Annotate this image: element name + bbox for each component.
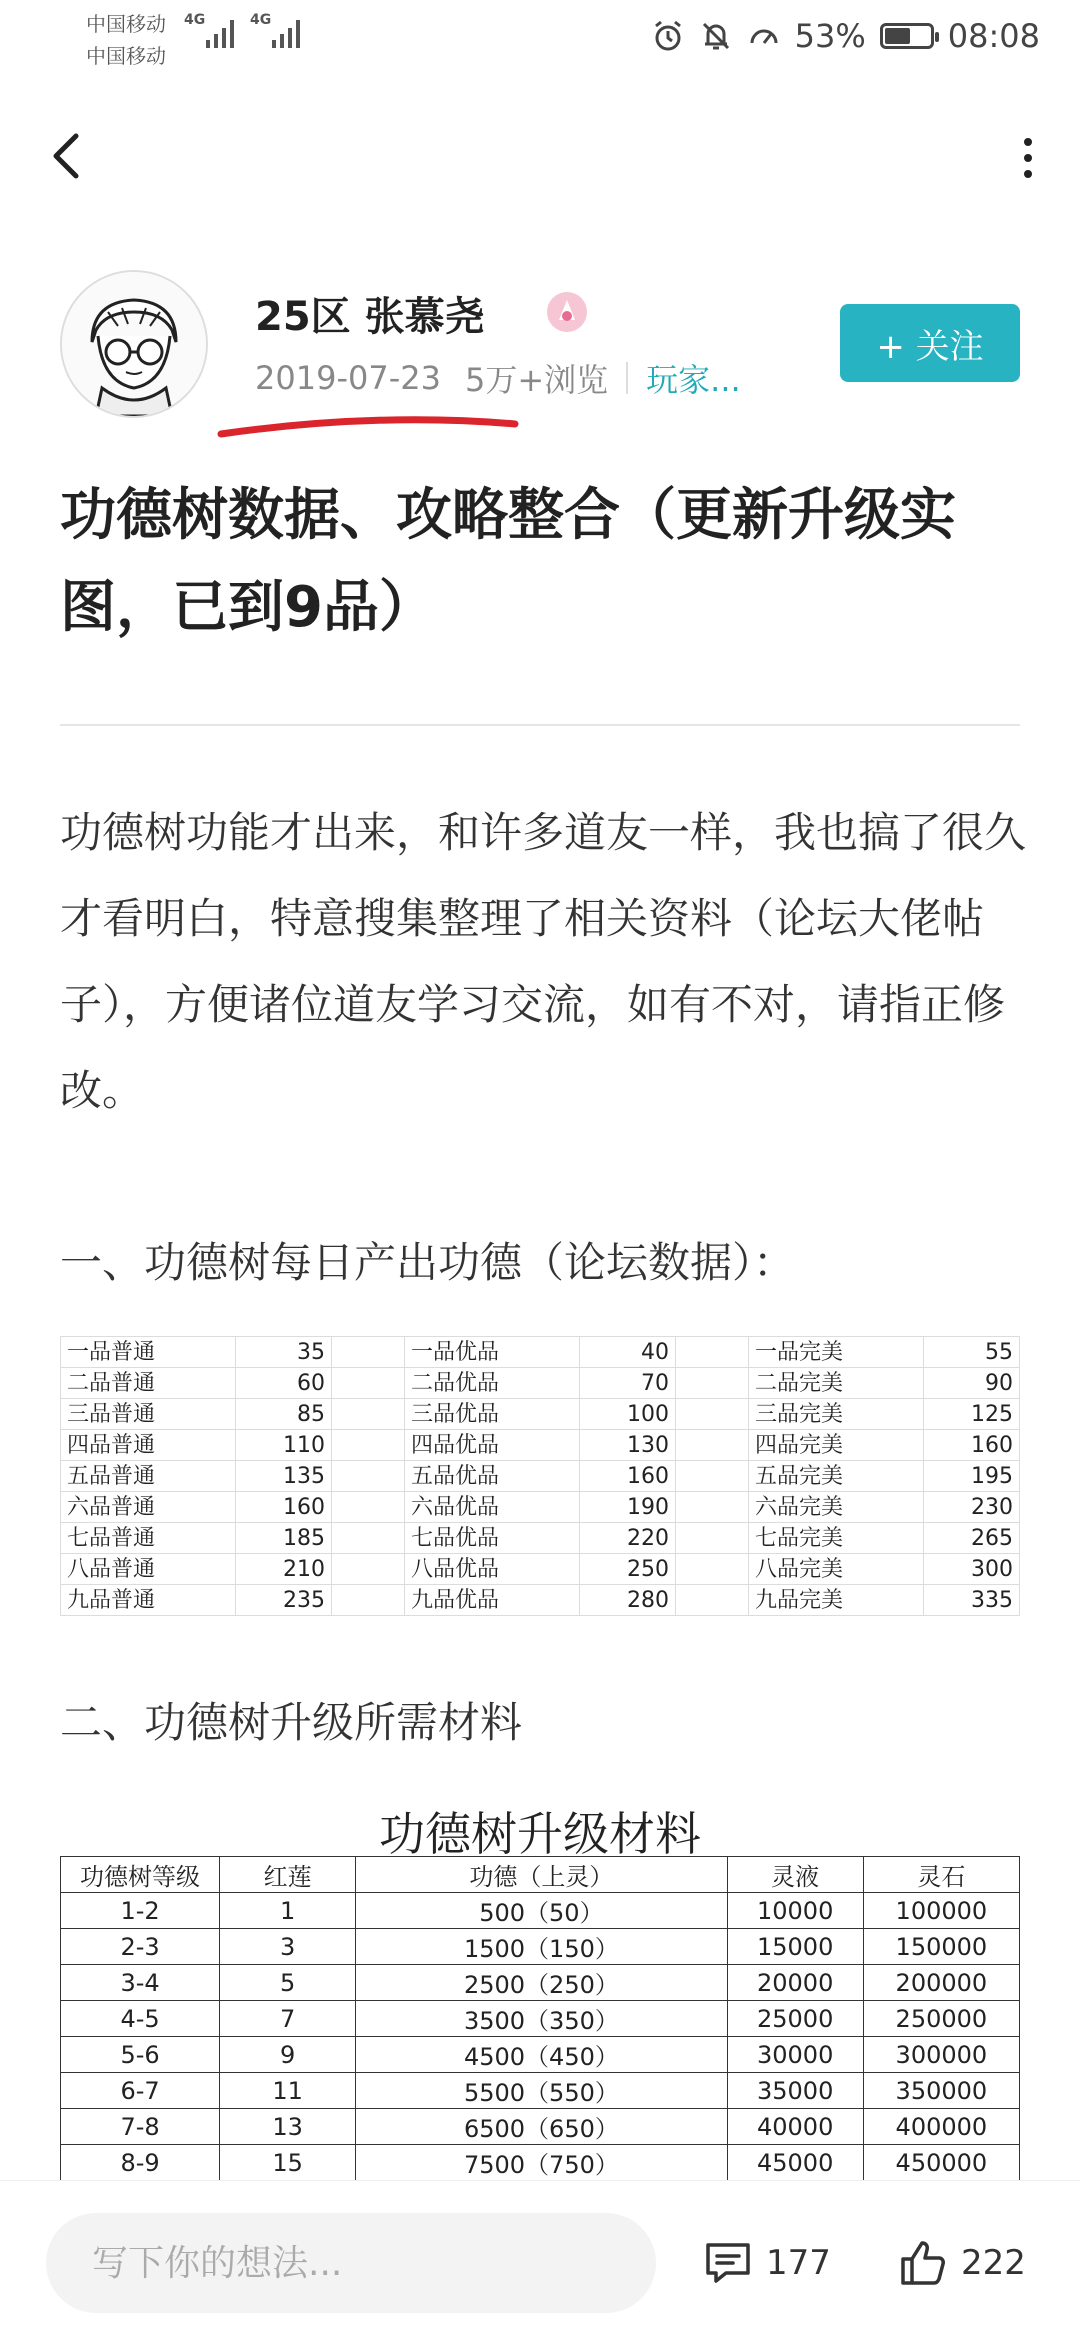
battery-percent: 53% [794,17,866,55]
output-spacer-cell [675,1368,748,1399]
output-grade-cell: 三品完美 [748,1399,923,1430]
output-value-cell: 230 [924,1492,1020,1523]
network-type-1: 4G [184,12,206,28]
output-value-cell: 100 [580,1399,676,1430]
upgrade-cell: 7-8 [61,2109,220,2145]
output-value-cell: 300 [924,1554,1020,1585]
upgrade-cell: 1500（150） [356,1929,727,1965]
upgrade-cell: 45000 [727,2145,863,2181]
upgrade-header-cell: 灵液 [727,1857,863,1893]
comment-icon [700,2235,756,2291]
output-value-cell: 130 [580,1430,676,1461]
upgrade-cell: 3-4 [61,1965,220,2001]
output-spacer-cell [331,1461,404,1492]
upgrade-cell: 15 [220,2145,356,2181]
mute-bell-icon [699,19,733,53]
upgrade-table-row [61,2001,1020,2037]
upgrade-cell: 6-7 [61,2073,220,2109]
upgrade-header-cell: 功德（上灵） [356,1857,727,1893]
output-spacer-cell [675,1461,748,1492]
output-spacer-cell [675,1523,748,1554]
post-meta [255,355,741,401]
output-grade-cell: 七品完美 [748,1523,923,1554]
output-spacer-cell [331,1430,404,1461]
output-table-row [61,1368,1020,1399]
output-spacer-cell [675,1337,748,1368]
like-thumb-icon [895,2235,951,2291]
more-vertical-icon[interactable] [1016,130,1040,186]
output-spacer-cell [675,1585,748,1616]
network-type-2: 4G [250,12,272,28]
section-heading-2: 二、功德树升级所需材料 [60,1698,523,1747]
title-divider [60,724,1020,726]
comments-button[interactable] [700,2233,831,2293]
upgrade-cell: 1-2 [61,1893,220,1929]
output-value-cell: 280 [580,1585,676,1616]
output-grade-cell: 一品普通 [61,1337,236,1368]
upgrade-cell: 250000 [863,2001,1019,2037]
avatar[interactable] [60,270,208,418]
upgrade-cell: 25000 [727,2001,863,2037]
output-grade-cell: 六品普通 [61,1492,236,1523]
output-spacer-cell [331,1368,404,1399]
output-value-cell: 70 [580,1368,676,1399]
output-grade-cell: 二品完美 [748,1368,923,1399]
output-grade-cell: 四品完美 [748,1430,923,1461]
upgrade-cell: 350000 [863,2073,1019,2109]
upgrade-cell: 6500（650） [356,2109,727,2145]
carrier-2: 中国移动 [86,44,166,68]
output-spacer-cell [331,1554,404,1585]
output-grade-cell: 五品完美 [748,1461,923,1492]
output-spacer-cell [675,1430,748,1461]
output-value-cell: 60 [236,1368,332,1399]
output-grade-cell: 九品优品 [404,1585,579,1616]
status-right [651,14,1040,58]
output-grade-cell: 七品优品 [404,1523,579,1554]
speed-icon [747,19,781,53]
upgrade-table-row [61,2109,1020,2145]
upgrade-materials-table [60,1856,1020,2217]
upgrade-cell: 10000 [727,1893,863,1929]
section-heading-1: 一、功德树每日产出功德（论坛数据）： [60,1238,796,1287]
upgrade-cell: 20000 [727,1965,863,2001]
upgrade-cell: 5500（550） [356,2073,727,2109]
output-grade-cell: 五品优品 [404,1461,579,1492]
output-value-cell: 135 [236,1461,332,1492]
output-value-cell: 55 [924,1337,1020,1368]
post-category[interactable]: 玩家... [646,361,741,399]
output-table-row [61,1337,1020,1368]
output-spacer-cell [675,1492,748,1523]
output-grade-cell: 三品普通 [61,1399,236,1430]
upgrade-cell: 1 [220,1893,356,1929]
avatar-image [62,272,206,416]
upgrade-cell: 300000 [863,2037,1019,2073]
output-grade-cell: 四品普通 [61,1430,236,1461]
upgrade-cell: 8-9 [61,2145,220,2181]
upgrade-cell: 5 [220,1965,356,2001]
upgrade-cell: 2500（250） [356,1965,727,2001]
author-name[interactable]: 25区 张慕尧 [255,294,485,340]
signal-bars-2-icon [272,18,300,48]
output-value-cell: 265 [924,1523,1020,1554]
output-grade-cell: 六品完美 [748,1492,923,1523]
output-value-cell: 190 [580,1492,676,1523]
output-value-cell: 35 [236,1337,332,1368]
output-value-cell: 185 [236,1523,332,1554]
output-grade-cell: 八品普通 [61,1554,236,1585]
output-value-cell: 160 [236,1492,332,1523]
output-table-row [61,1523,1020,1554]
author-header [60,270,1020,420]
upgrade-cell: 35000 [727,2073,863,2109]
output-table-row [61,1430,1020,1461]
output-spacer-cell [331,1492,404,1523]
output-value-cell: 160 [580,1461,676,1492]
status-bar [0,0,1080,80]
output-table-row [61,1585,1020,1616]
upgrade-cell: 2-3 [61,1929,220,1965]
output-value-cell: 90 [924,1368,1020,1399]
upgrade-cell: 40000 [727,2109,863,2145]
like-count: 222 [961,2243,1026,2283]
red-underline-annotation [215,410,535,440]
bottom-action-bar [0,2180,1080,2341]
output-table-row [61,1399,1020,1430]
upgrade-cell: 13 [220,2109,356,2145]
article-intro: 功德树功能才出来，和许多道友一样，我也搞了很久才看明白，特意搜集整理了相关资料（论坛大佬帖子），方便诸位道友学习交流，如有不对，请指正修改。 [60,808,1027,1115]
upgrade-header-cell: 功德树等级 [61,1857,220,1893]
view-count: 5万+浏览 [464,361,609,399]
output-table-row [61,1492,1020,1523]
upgrade-header-cell: 灵石 [863,1857,1019,1893]
output-grade-cell: 七品普通 [61,1523,236,1554]
upgrade-table-row [61,1965,1020,2001]
output-grade-cell: 九品完美 [748,1585,923,1616]
output-grade-cell: 二品优品 [404,1368,579,1399]
battery-fill [885,28,910,44]
clock: 08:08 [947,17,1040,55]
upgrade-cell: 450000 [863,2145,1019,2181]
top-nav [0,110,1080,200]
upgrade-cell: 500（50） [356,1893,727,1929]
upgrade-cell: 15000 [727,1929,863,1965]
upgrade-table-title: 功德树升级材料 [379,1807,701,1861]
upgrade-cell: 3500（350） [356,2001,727,2037]
comment-count: 177 [766,2243,831,2283]
output-grade-cell: 三品优品 [404,1399,579,1430]
signal-bars-1-icon [206,18,234,48]
upgrade-table-row [61,2037,1020,2073]
upgrade-cell: 7 [220,2001,356,2037]
output-value-cell: 250 [580,1554,676,1585]
upgrade-cell: 4500（450） [356,2037,727,2073]
output-value-cell: 85 [236,1399,332,1430]
author-badge-icon [545,290,589,334]
output-value-cell: 160 [924,1430,1020,1461]
upgrade-cell: 200000 [863,1965,1019,2001]
upgrade-cell: 5-6 [61,2037,220,2073]
upgrade-cell: 150000 [863,1929,1019,1965]
output-spacer-cell [675,1399,748,1430]
output-table-row [61,1461,1020,1492]
comment-input[interactable] [46,2213,656,2313]
output-value-cell: 220 [580,1523,676,1554]
upgrade-cell: 100000 [863,1893,1019,1929]
upgrade-table-row [61,1893,1020,1929]
output-grade-cell: 一品优品 [404,1337,579,1368]
follow-button[interactable] [840,304,1020,382]
output-spacer-cell [331,1337,404,1368]
output-value-cell: 335 [924,1585,1020,1616]
output-value-cell: 210 [236,1554,332,1585]
article-title: 功德树数据、攻略整合（更新升级实图，已到9品） [60,483,956,640]
output-value-cell: 110 [236,1430,332,1461]
upgrade-cell: 30000 [727,2037,863,2073]
daily-output-table [60,1336,1020,1616]
output-grade-cell: 二品普通 [61,1368,236,1399]
back-arrow-icon[interactable] [40,128,96,184]
carrier-1: 中国移动 [86,12,166,36]
output-spacer-cell [331,1523,404,1554]
output-grade-cell: 一品完美 [748,1337,923,1368]
upgrade-cell: 4-5 [61,2001,220,2037]
upgrade-table-row [61,2073,1020,2109]
upgrade-header-cell: 红莲 [220,1857,356,1893]
output-spacer-cell [331,1585,404,1616]
upgrade-cell: 11 [220,2073,356,2109]
output-value-cell: 235 [236,1585,332,1616]
output-value-cell: 195 [924,1461,1020,1492]
output-grade-cell: 五品普通 [61,1461,236,1492]
upgrade-table-row [61,1929,1020,1965]
output-grade-cell: 八品完美 [748,1554,923,1585]
battery-icon [880,23,934,49]
output-grade-cell: 六品优品 [404,1492,579,1523]
meta-divider [626,362,628,394]
follow-label: + 关注 [876,326,984,367]
upgrade-cell: 3 [220,1929,356,1965]
output-grade-cell: 四品优品 [404,1430,579,1461]
output-grade-cell: 八品优品 [404,1554,579,1585]
like-button[interactable] [895,2233,1026,2293]
alarm-icon [651,19,685,53]
output-table-row [61,1554,1020,1585]
output-spacer-cell [675,1554,748,1585]
output-grade-cell: 九品普通 [61,1585,236,1616]
output-spacer-cell [331,1399,404,1430]
upgrade-cell: 400000 [863,2109,1019,2145]
post-date: 2019-07-23 [255,359,441,397]
output-value-cell: 40 [580,1337,676,1368]
output-value-cell: 125 [924,1399,1020,1430]
upgrade-table-row [61,2145,1020,2181]
upgrade-cell: 9 [220,2037,356,2073]
upgrade-cell: 7500（750） [356,2145,727,2181]
